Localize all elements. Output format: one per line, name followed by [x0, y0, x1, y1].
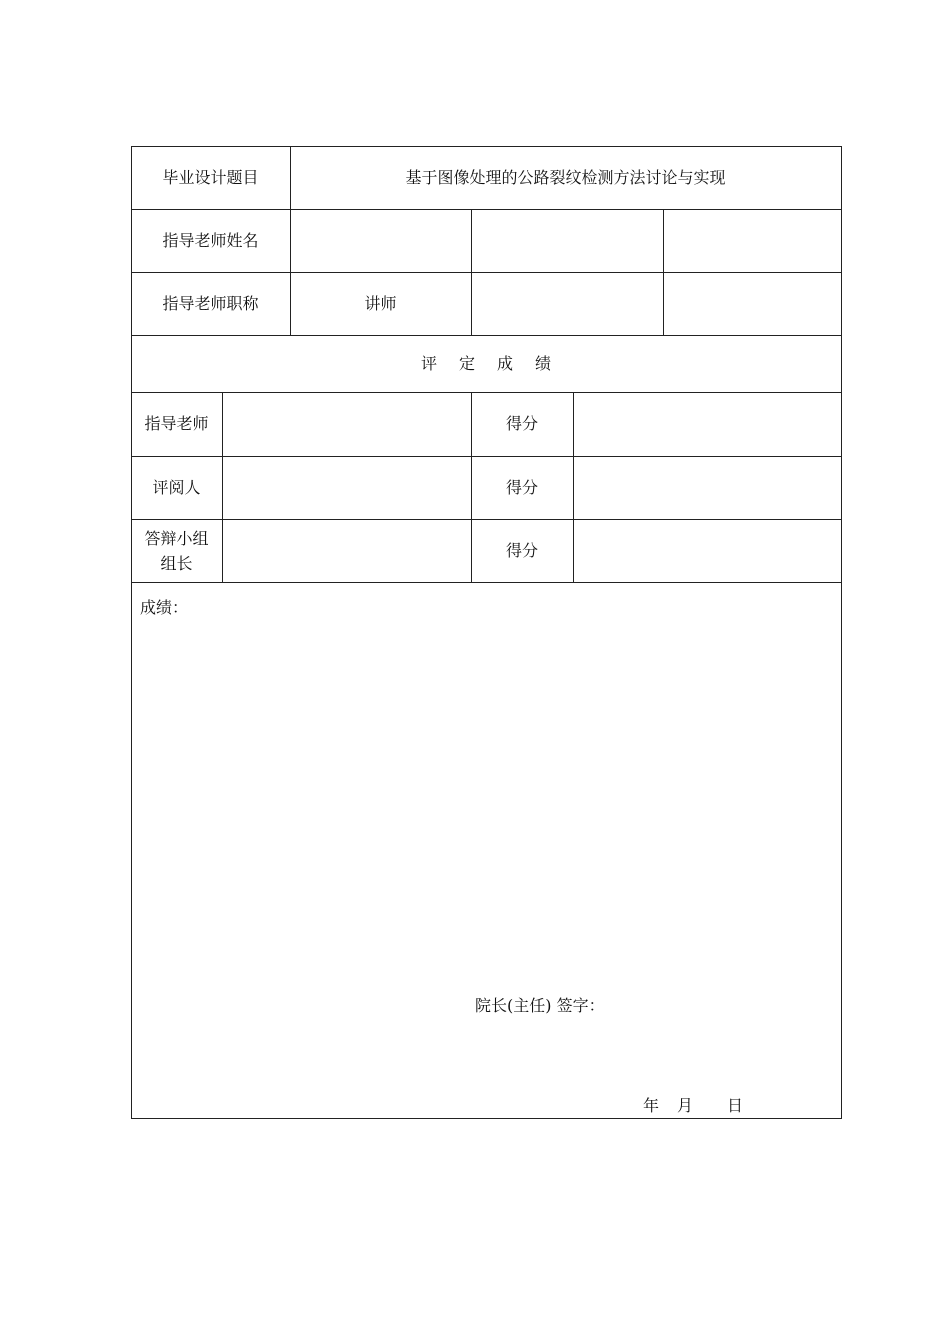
- grade-section-char: 成: [497, 353, 514, 373]
- defense-score-field[interactable]: [573, 519, 841, 582]
- advisor-name-value[interactable]: [290, 209, 471, 272]
- grade-section-title: [131, 335, 841, 392]
- role-reviewer: 评阅人: [152, 477, 201, 497]
- advisor-title-extra-2[interactable]: [663, 272, 841, 335]
- rule-right: [841, 146, 842, 1119]
- defense-comment-field[interactable]: [222, 519, 471, 582]
- result-label: 成绩：: [140, 598, 189, 617]
- role-advisor: 指导老师: [144, 414, 209, 433]
- date-line: [643, 1094, 743, 1118]
- advisor-comment-field[interactable]: [222, 392, 471, 456]
- grade-section-char: 评: [420, 353, 437, 373]
- topic-value: 基于图像处理的公路裂纹检测方法讨论与实现: [405, 167, 726, 187]
- date-day: 日: [727, 1096, 744, 1115]
- date-year: 年: [643, 1096, 660, 1115]
- role-defense-leader-line2: 组长: [160, 553, 193, 573]
- advisor-name-label: 指导老师姓名: [162, 230, 259, 250]
- grade-section-char: 定: [458, 353, 475, 373]
- signature-label: 院长(主任) 签字：: [475, 996, 605, 1015]
- score-label: 得分: [505, 540, 538, 560]
- topic-label: 毕业设计题目: [162, 167, 259, 187]
- rule-bottom: [131, 1118, 842, 1119]
- result-area[interactable]: [131, 582, 841, 1118]
- score-label: 得分: [505, 477, 538, 497]
- advisor-name-extra-1[interactable]: [471, 209, 663, 272]
- date-month: 月: [677, 1096, 694, 1115]
- role-defense-leader: [131, 519, 222, 582]
- role-defense-leader-line1: 答辩小组: [144, 528, 209, 548]
- advisor-name-extra-2[interactable]: [663, 209, 841, 272]
- reviewer-comment-field[interactable]: [222, 456, 471, 519]
- grade-section-char: 绩: [535, 353, 552, 373]
- advisor-score-field[interactable]: [573, 392, 841, 456]
- reviewer-score-field[interactable]: [573, 456, 841, 519]
- advisor-title-label: 指导老师职称: [162, 293, 259, 313]
- score-label: 得分: [505, 414, 538, 433]
- advisor-title-value: 讲师: [364, 293, 397, 313]
- advisor-title-extra-1[interactable]: [471, 272, 663, 335]
